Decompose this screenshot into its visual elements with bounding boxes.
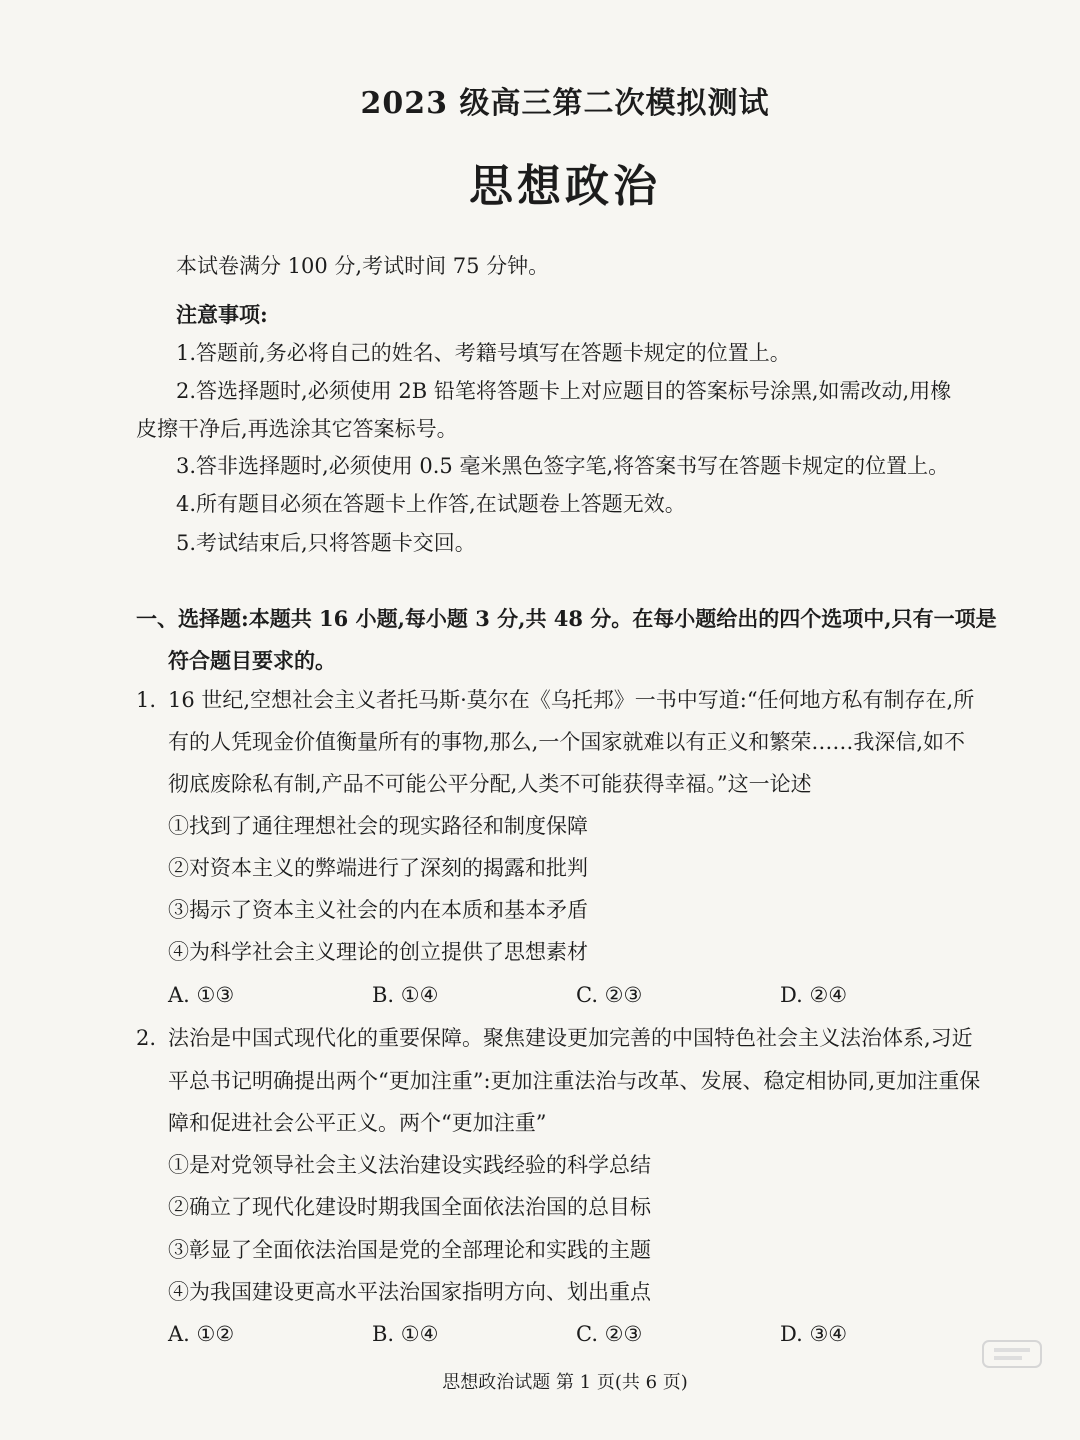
question-1-statement-3: ③揭示了资本主义社会的内在本质和基本矛盾: [168, 898, 588, 922]
notice-item-5: 5.考试结束后,只将答题卡交回。: [176, 531, 476, 555]
question-2-stem-line-2: 平总书记明确提出两个“更加注重”:更加注重法治与改革、发展、稳定相协同,更加注重保: [168, 1069, 981, 1093]
question-2-stem-line-3: 障和促进社会公平正义。两个“更加注重”: [168, 1111, 547, 1135]
question-1-statement-4: ④为科学社会主义理论的创立提供了思想素材: [168, 940, 588, 964]
notice-item-1: 1.答题前,务必将自己的姓名、考籍号填写在答题卡规定的位置上。: [176, 341, 791, 365]
question-1-option-c: C. ②③: [576, 983, 643, 1007]
question-1-stem-line-3: 彻底废除私有制,产品不可能公平分配,人类不可能获得幸福。”这一论述: [168, 772, 812, 796]
exam-duration-note: 本试卷满分 100 分,考试时间 75 分钟。: [176, 254, 550, 278]
question-1-stem: 16 世纪,空想社会主义者托马斯·莫尔在《乌托邦》一书中写道:“任何地方私有制存在,所: [168, 688, 975, 712]
question-1-option-d: D. ②④: [780, 983, 848, 1007]
notice-item-3: 3.答非选择题时,必须使用 0.5 毫米黑色签字笔,将答案书写在答题卡规定的位置上。: [176, 454, 950, 478]
question-2-stem: 法治是中国式现代化的重要保障。聚焦建设更加完善的中国特色社会主义法治体系,习近: [168, 1026, 973, 1050]
section-heading-cont: 符合题目要求的。: [168, 648, 336, 673]
subject-title: 思想政治: [469, 161, 661, 212]
question-1-option-b: B. ①④: [372, 983, 439, 1007]
notice-item-2-cont: 皮擦干净后,再选涂其它答案标号。: [136, 417, 458, 441]
section-heading: 一、选择题:本题共 16 小题,每小题 3 分,共 48 分。在每小题给出的四个选项中,只有一项是: [136, 606, 997, 631]
page-footer: 思想政治试题 第 1 页(共 6 页): [442, 1372, 688, 1393]
exam-title: 2023 级高三第二次模拟测试: [360, 86, 770, 121]
question-1-option-a: A. ①③: [168, 983, 235, 1007]
question-2-option-a: A. ①②: [168, 1322, 235, 1346]
question-2-statement-2: ②确立了现代化建设时期我国全面依法治国的总目标: [168, 1195, 651, 1219]
question-2-option-b: B. ①④: [372, 1322, 439, 1346]
question-2-statement-4: ④为我国建设更高水平法治国家指明方向、划出重点: [168, 1280, 651, 1304]
notice-item-4: 4.所有题目必须在答题卡上作答,在试题卷上答题无效。: [176, 492, 686, 516]
question-2-statement-1: ①是对党领导社会主义法治建设实践经验的科学总结: [168, 1153, 651, 1177]
question-1-statement-1: ①找到了通往理想社会的现实路径和制度保障: [168, 814, 588, 838]
question-number-2: 2.: [136, 1026, 157, 1050]
watermark-logo-icon: [982, 1340, 1042, 1368]
question-2-option-c: C. ②③: [576, 1322, 643, 1346]
notice-heading: 注意事项:: [176, 302, 268, 327]
question-1-statement-2: ②对资本主义的弊端进行了深刻的揭露和批判: [168, 856, 588, 880]
question-number-1: 1.: [136, 688, 157, 712]
notice-item-2: 2.答选择题时,必须使用 2B 铅笔将答题卡上对应题目的答案标号涂黑,如需改动,用橡: [176, 379, 952, 403]
question-2-statement-3: ③彰显了全面依法治国是党的全部理论和实践的主题: [168, 1238, 651, 1262]
question-2-option-d: D. ③④: [780, 1322, 848, 1346]
question-1-stem-line-2: 有的人凭现金价值衡量所有的事物,那么,一个国家就难以有正义和繁荣……我深信,如不: [168, 730, 966, 754]
